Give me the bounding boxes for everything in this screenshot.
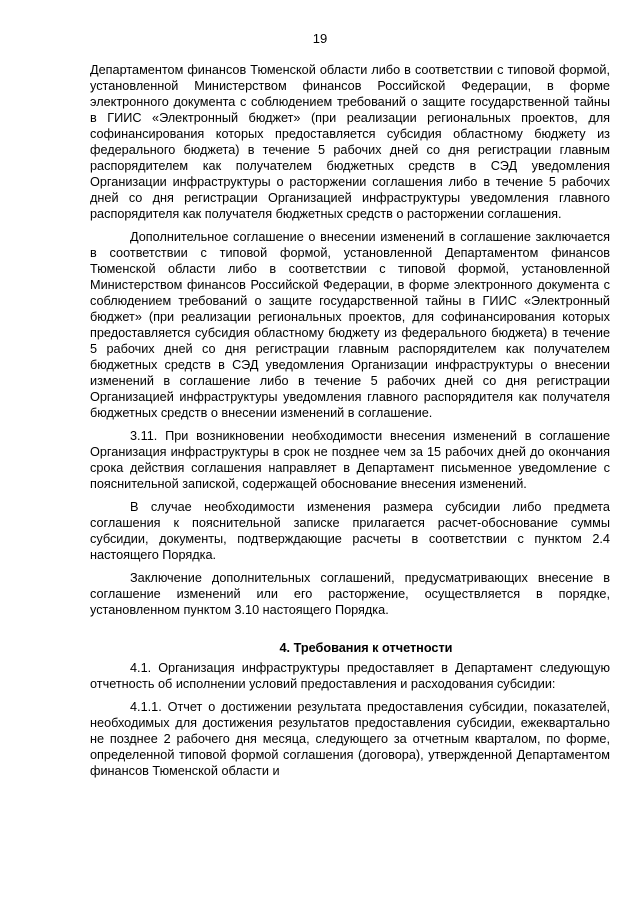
paragraph-3-11: 3.11. При возникновении необходимости внесения изменений в соглашение Организация инфраструктуры в срок не позднее чем за 15 рабочих дней до окончания срока действия соглашения направляет в Департамент письменное уведомление с пояснительной запиской, содержащей обоснование внесения изменений.	[90, 429, 610, 491]
page-number: 19	[312, 31, 328, 46]
paragraph-4-1: 4.1. Организация инфраструктуры предоставляет в Департамент следующую отчетность об исполнении условий предоставления и расходования субсидии:	[90, 661, 610, 691]
paragraph-subsidy-change: В случае необходимости изменения размера субсидии либо предмета соглашения к пояснительной записке прилагается расчет-обоснование суммы субсидии, документы, подтверждающие расчеты в соответствии с пунктом 2.4 настоящего Порядка.	[90, 500, 610, 562]
document-body	[90, 62, 610, 786]
section-heading: 4. Требования к отчетности	[279, 641, 453, 655]
paragraph-additional-agreement: Дополнительное соглашение о внесении изменений в соглашение заключается в соответствии с типовой формой, установленной Департаментом финансов Тюменской области либо в соответствии с типовой формой, установленной Министерством финансов Российской Федерации, в форме электронного документа с соблюдением требований о защите государственной тайны в ГИИС «Электронный бюджет» (при реализации региональных проектов, для софинансирования которых предоставляется субсидия областному бюджету из федерального бюджета) в течение 5 рабочих дней со дня регистрации главным распорядителем как получателем бюджетных средств в СЭД уведомления Организации инфраструктуры о внесении изменений в соглашение либо в течение 5 рабочих дней со дня регистрации Организацией инфраструктуры уведомления главного распорядителя как получателя бюджетных средств о внесении изменений в соглашение.	[90, 230, 610, 420]
paragraph-conclusion: Заключение дополнительных соглашений, предусматривающих внесение в соглашение изменений или его расторжение, осуществляется в порядке, установленном пунктом 3.10 настоящего Порядка.	[90, 571, 610, 617]
paragraph-continuation: Департаментом финансов Тюменской области либо в соответствии с типовой формой, установленной Министерством финансов Российской Федерации, в форме электронного документа с соблюдением требований о защите государственной тайны в ГИИС «Электронный бюджет» (при реализации региональных проектов, для софинансирования которых предоставляется субсидия областному бюджету из федерального бюджета) в течение 5 рабочих дней со дня регистрации главным распорядителем как получателем бюджетных средств в СЭД уведомления Организации инфраструктуры о расторжении соглашения либо в течение 5 рабочих дней со дня регистрации Организацией инфраструктуры уведомления главного распорядителя как получателя бюджетных средств о расторжении соглашения.	[90, 63, 610, 221]
paragraph-4-1-1: 4.1.1. Отчет о достижении результата предоставления субсидии, показателей, необходимых для достижения результатов предоставления субсидии, ежеквартально не позднее 2 рабочего дня месяца, следующего за отчетным кварталом, по форме, определенной типовой формой соглашения (договора), утвержденной Департаментом финансов Тюменской области и	[90, 700, 610, 778]
